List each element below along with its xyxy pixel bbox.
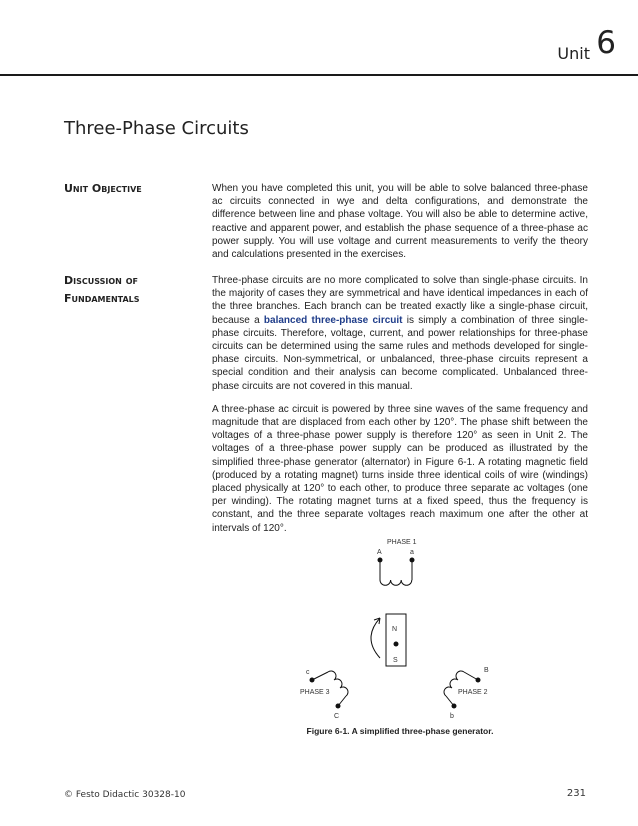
magnet-N-label: N (392, 626, 398, 633)
terminal-c-label: c (306, 669, 310, 676)
page-title: Three-Phase Circuits (64, 118, 249, 139)
terminal-A-label: A (377, 549, 382, 556)
header-rule (0, 74, 638, 76)
discussion-paragraph-2: A three-phase ac circuit is powered by three sine waves of the same frequency and magnitude that are displaced from each other by 120°. The phase shift between the voltages of a three-phase power supply is therefore 120° as seen in Unit 2. The voltages of a three-phase power supply can be produced as illustrated by the simplified three-phase generator (alternator) in Figure 6-1. A rotating magnetic field (produced by a rotating magnet) turns inside three identical coils of wire (windings) placed physically at 120° to each other, to produce three separate ac voltages (one per winding). The rotating magnet turns at a fixed speed, thus the frequency is constant, and the three separate voltages reach maximum one after the other at intervals of 120°. (212, 403, 588, 534)
terminal-b-dot (452, 704, 457, 709)
phase2-lead-top (464, 672, 478, 680)
terminal-b-label: b (450, 713, 454, 720)
section-heading-line2: Fundamentals (64, 292, 140, 305)
terminal-C-dot (336, 704, 341, 709)
section-heading-line1: Discussion of (64, 274, 138, 287)
terminal-a-label: a (410, 549, 414, 556)
generator-diagram (270, 532, 570, 722)
figure-caption: Figure 6-1. A simplified three-phase generator. (306, 726, 494, 736)
rotation-arrow (371, 618, 380, 658)
terminal-C-label: C (334, 713, 340, 720)
p1-before: Three-phase circuits are no more complicated to solve than single-phase circuits. In the majority of cases they are symmetrical and have identical impedances in each of the three branches. Each branch can be treated exactly like a single-phase circuit, because a (212, 275, 588, 326)
magnet-axis-dot (394, 642, 399, 647)
page-number: 231 (566, 788, 586, 799)
footer-copyright: © Festo Didactic 30328-10 (64, 790, 186, 800)
balanced-circuit-term: balanced three-phase circuit (263, 314, 403, 326)
phase1-label: PHASE 1 (387, 539, 417, 546)
generator-figure (270, 532, 570, 722)
discussion-text (212, 274, 588, 545)
section-heading-discussion (64, 272, 140, 308)
unit-objective-text (212, 182, 588, 271)
terminal-B-label: B (484, 667, 489, 674)
phase3-coil (328, 671, 348, 696)
section-heading-unit-objective: Unit Objective (64, 182, 142, 195)
phase2-label: PHASE 2 (458, 689, 488, 696)
unit-objective-paragraph: When you have completed this unit, you will be able to solve balanced three-phase ac circuits connected in wye and delta configurations, and demonstrate the difference between line and phase voltage. You will also be able to determine active, reactive and apparent power, and establish the phase sequence of a three-phase ac power supply. You will use voltage and current measurements to verify the theory and calculations presented in the exercises. (212, 183, 588, 261)
unit-word: Unit (557, 44, 590, 63)
phase1-coil (380, 580, 412, 585)
discussion-paragraph-1 (212, 274, 588, 393)
p1-after: is simply a combination of three single-phase circuits. Therefore, voltage, current, and power relationships for three-phase circuits can be determined using the same rules and methods developed for single-phase circuits. Non-symmetrical, or unbalanced, three-phase circuits represent a special condition and their analysis can become complicated. Unbalanced three-phase circuits are not covered in this manual. (212, 314, 588, 392)
unit-number: 6 (596, 25, 616, 61)
magnet-S-label: S (393, 657, 398, 664)
phase3-lead-top (312, 672, 328, 680)
phase1-leads (380, 560, 412, 580)
phase3-label: PHASE 3 (300, 689, 330, 696)
